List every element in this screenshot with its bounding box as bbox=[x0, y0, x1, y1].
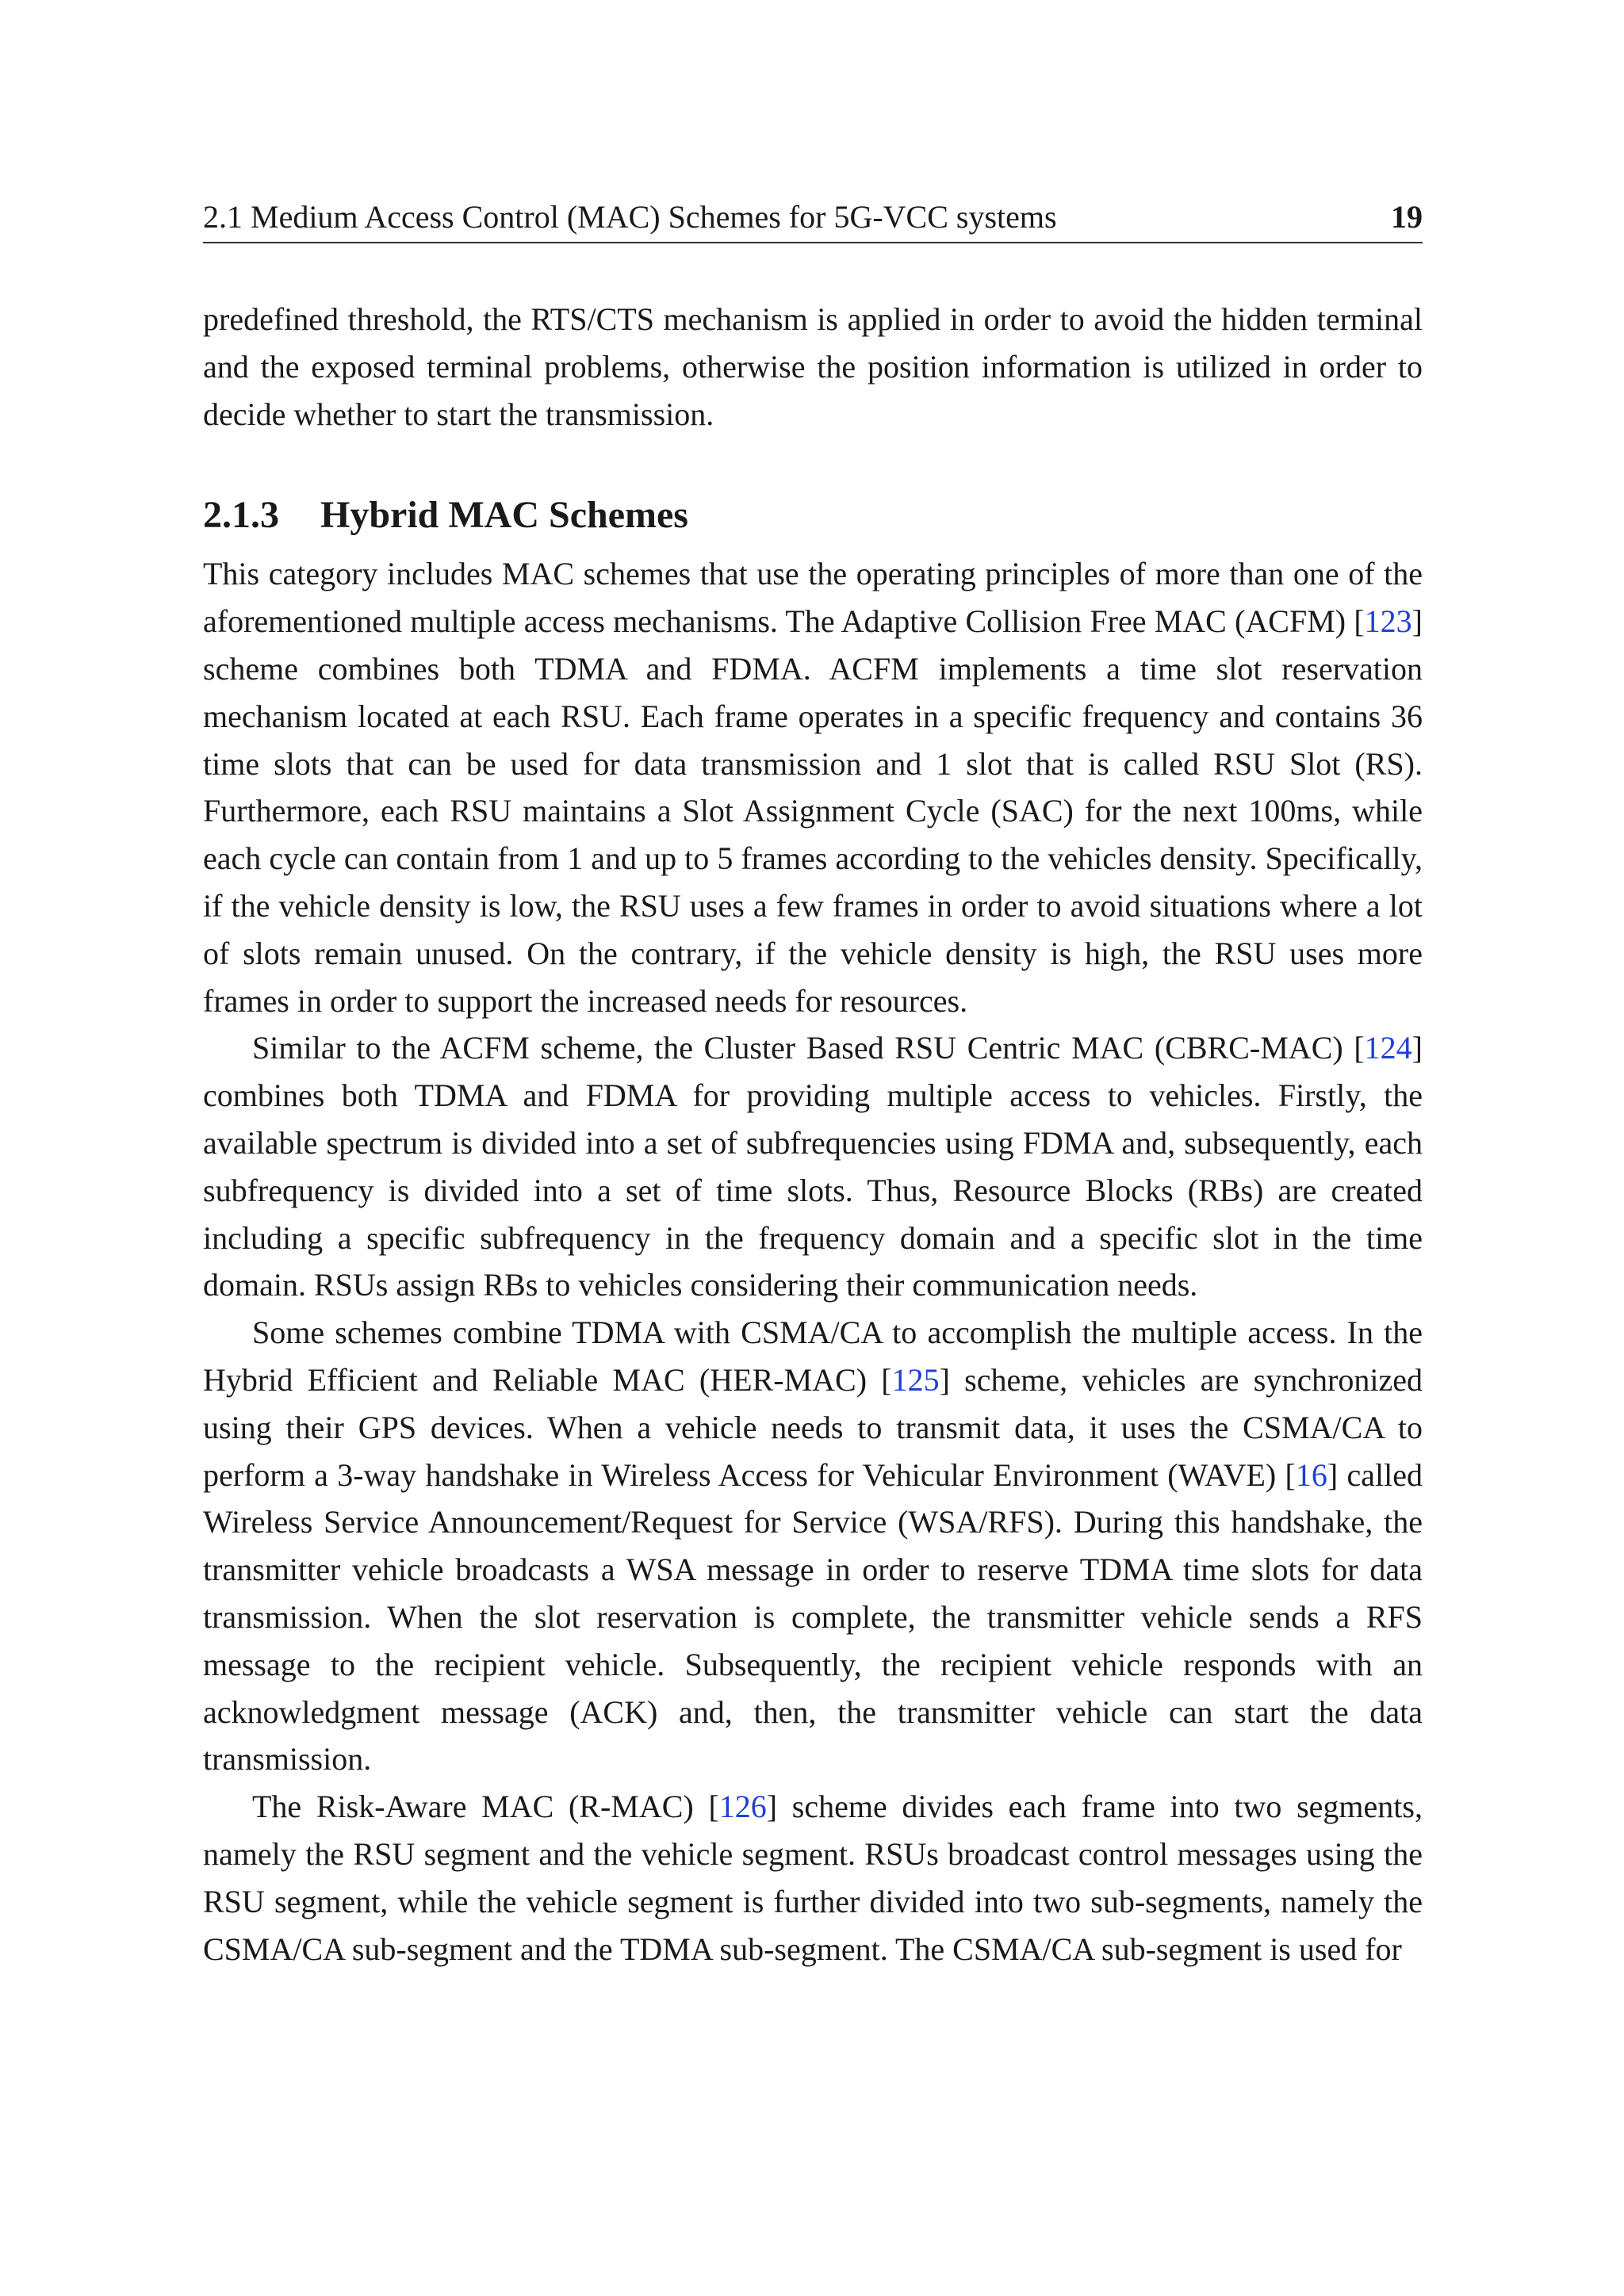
citation-link-124[interactable]: 124 bbox=[1364, 1030, 1412, 1066]
paragraph-text: ] combines both TDMA and FDMA for providing multiple access to vehicles. Firstly, the available spectrum is divided into a set of subfrequencies using FDMA and, subsequently, each subfrequency is divided into a set of time slots. Thus, Resource Blocks (RBs) are created including a specific subfrequency in the frequency domain and a specific slot in the time domain. RSUs assign RBs to vehicles considering their communication needs. bbox=[203, 1030, 1423, 1303]
paragraph-text: Similar to the ACFM scheme, the Cluster Based RSU Centric MAC (CBRC-MAC) [ bbox=[252, 1030, 1365, 1066]
paragraph bbox=[203, 1309, 1423, 1783]
body-text bbox=[203, 296, 1423, 1973]
paragraph-text: ] scheme, vehicles are synchronized using their GPS devices. When a vehicle needs to transmit data, it uses the CSMA/CA to perform a 3-way handshake in Wireless Access for Vehicular Environment (WAVE) [ bbox=[203, 1361, 1423, 1493]
section-title: Hybrid MAC Schemes bbox=[320, 494, 688, 537]
citation-link-123[interactable]: 123 bbox=[1364, 603, 1412, 640]
page bbox=[203, 197, 1423, 1973]
paragraph-text: This category includes MAC schemes that use the operating principles of more than one of the aforementioned multiple access mechanisms. The Adaptive Collision Free MAC (ACFM) [ bbox=[203, 556, 1423, 640]
paragraph-text: ] scheme combines both TDMA and FDMA. ACFM implements a time slot reservation mechanism located at each RSU. Each frame operates in a specific frequency and contains 36 time slots that can be used for data transmission and 1 slot that is called RSU Slot (RS). Furthermore, each RSU maintains a Slot Assignment Cycle (SAC) for the next 100ms, while each cycle can contain from 1 and up to 5 frames according to the vehicles density. Specifically, if the vehicle density is low, the RSU uses a few frames in order to avoid situations where a lot of slots remain unused. On the contrary, if the vehicle density is high, the RSU uses more frames in order to support the increased needs for resources. bbox=[203, 603, 1423, 1019]
citation-link-16[interactable]: 16 bbox=[1295, 1456, 1327, 1493]
section-heading bbox=[203, 492, 1423, 539]
running-header bbox=[203, 197, 1423, 243]
paragraph bbox=[203, 1024, 1423, 1309]
running-title: 2.1 Medium Access Control (MAC) Schemes for 5G-VCC systems bbox=[203, 199, 1057, 235]
citation-link-126[interactable]: 126 bbox=[718, 1789, 767, 1825]
paragraph-text: ] called Wireless Service Announcement/Request for Service (WSA/RFS). During this handshake, the transmitter vehicle broadcasts a WSA message in order to reserve TDMA time slots for data transmission. When the slot reservation is complete, the transmitter vehicle sends a RFS message to the recipient vehicle. Subsequently, the recipient vehicle responds with an acknowledgment message (ACK) and, then, the transmitter vehicle can start the data transmission. bbox=[203, 1456, 1423, 1777]
paragraph bbox=[203, 550, 1423, 1024]
citation-link-125[interactable]: 125 bbox=[891, 1361, 940, 1398]
paragraph-continued: predefined threshold, the RTS/CTS mechanism is applied in order to avoid the hidden terminal and the exposed terminal problems, otherwise the position information is utilized in order to decide whether to start the transmission. bbox=[203, 301, 1423, 432]
page-number: 19 bbox=[1391, 199, 1423, 235]
paragraph-text: The Risk-Aware MAC (R-MAC) [ bbox=[252, 1789, 719, 1825]
section-number: 2.1.3 bbox=[203, 494, 279, 537]
paragraph-text: Some schemes combine TDMA with CSMA/CA to accomplish the multiple access. In the Hybrid Efficient and Reliable MAC (HER-MAC) [ bbox=[203, 1314, 1423, 1398]
paragraph bbox=[203, 1783, 1423, 1973]
paragraph-text: ] scheme divides each frame into two segments, namely the RSU segment and the vehicle segment. RSUs broadcast control messages using the RSU segment, while the vehicle segment is further divided into two sub-segments, namely the CSMA/CA sub-segment and the TDMA sub-segment. The CSMA/CA sub-segment is used for bbox=[203, 1789, 1423, 1967]
